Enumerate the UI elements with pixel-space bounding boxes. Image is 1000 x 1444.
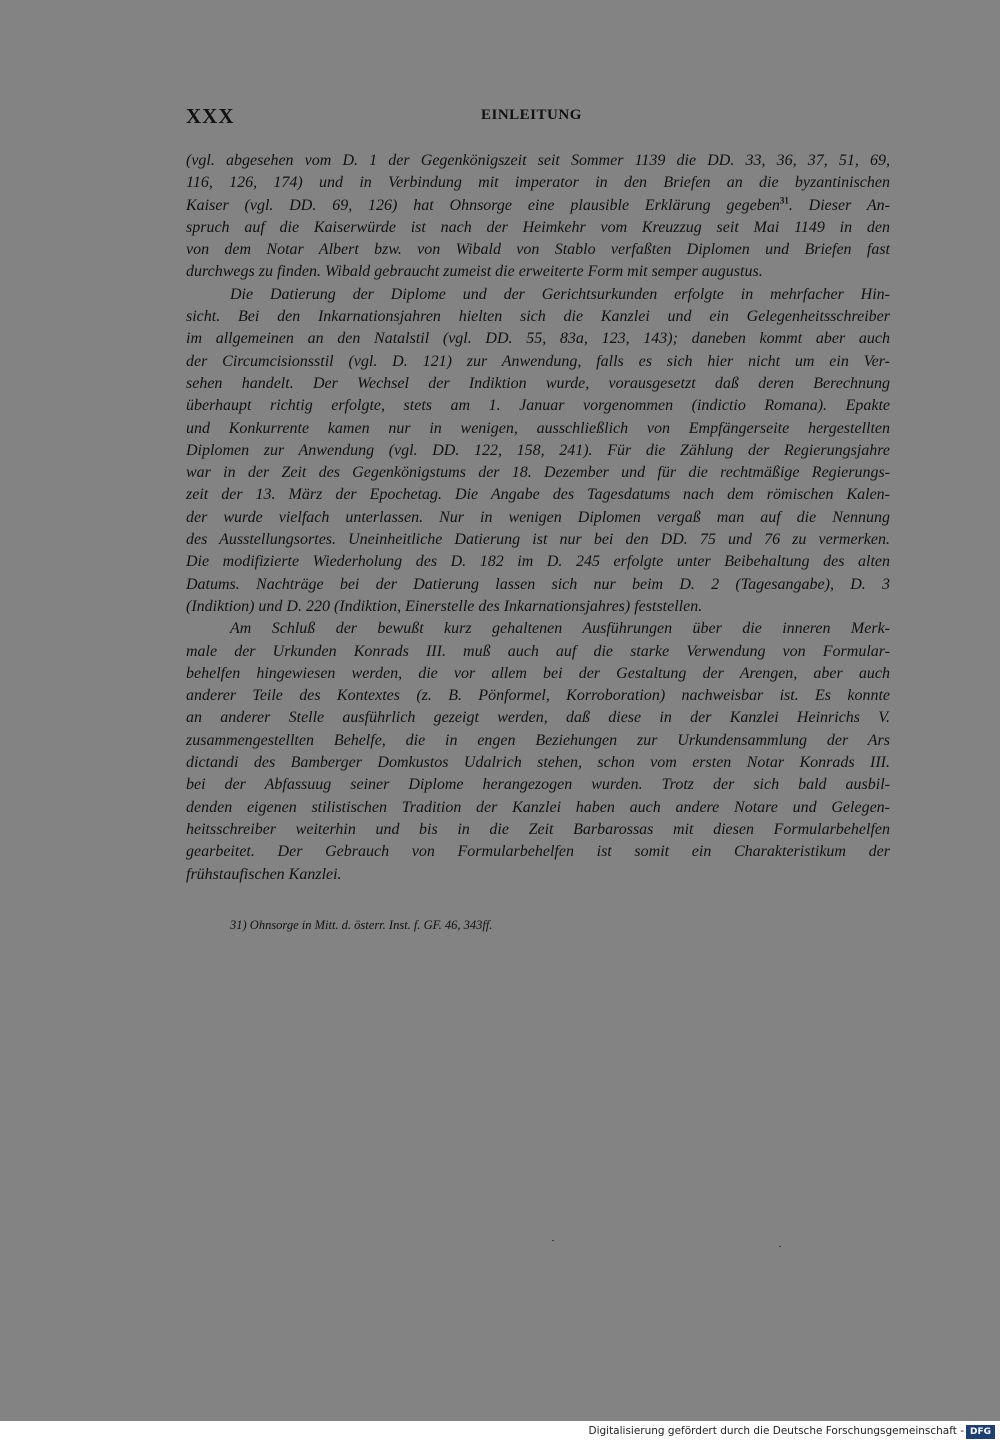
page-number: XXX xyxy=(186,104,235,128)
text-line-with-footnote-ref xyxy=(186,195,890,217)
text-line: anderer Teile des Kontextes (z. B. Pönformel, Korroboration) nachweisbar ist. Es konnte xyxy=(186,687,890,705)
text-line: des Ausstellungsortes. Uneinheitliche Datierung ist nur bei den DD. 75 und 76 zu vermerken. xyxy=(186,531,890,549)
text-line: (vgl. abgesehen vom D. 1 der Gegenkönigszeit seit Sommer 1139 die DD. 33, 36, 37, 51, 69, xyxy=(186,152,890,169)
text-line: von dem Notar Albert bzw. von Wibald von Stablo verfaßten Diplomen und Briefen fast xyxy=(186,241,890,259)
text-segment: Kaiser (vgl. DD. 69, 126) hat Ohnsorge eine plausible Erklärung gegeben xyxy=(186,196,780,214)
text-line: Die Datierung der Diplome und der Gerichtsurkunden erfolgte in mehrfacher Hin- xyxy=(230,285,890,303)
page-header xyxy=(186,104,598,134)
text-line: im allgemeinen an den Natalstil (vgl. DD. 55, 83a, 123, 143); daneben kommt aber auch xyxy=(186,330,890,348)
text-line: Die modifizierte Wiederholung des D. 182 im D. 245 erfolgte unter Beibehaltung des alten xyxy=(186,553,890,571)
text-line: und Konkurrente kamen nur in wenigen, ausschließlich von Empfängerseite hergestellten xyxy=(186,419,890,437)
text-line: sehen handelt. Der Wechsel der Indiktion wurde, vorausgesetzt daß deren Berechnung xyxy=(186,374,890,392)
text-line: Diplomen zur Anwendung (vgl. DD. 122, 158, 241). Für die Zählung der Regierungsjahre xyxy=(186,441,890,459)
text-line: denden eigenen stilistischen Tradition der Kanzlei haben auch andere Notare und Gelegen- xyxy=(186,798,890,816)
scan-speck xyxy=(552,1240,554,1241)
text-line: zeit der 13. März der Epochetag. Die Angabe des Tagesdatums nach dem römischen Kalen- xyxy=(186,486,890,504)
text-line: der wurde vielfach unterlassen. Nur in wenigen Diplomen vergaß man auf die Nennung xyxy=(186,508,890,526)
text-line: gearbeitet. Der Gebrauch von Formularbehelfen ist somit ein Charakteristikum der xyxy=(186,843,890,861)
text-segment: . Dieser An- xyxy=(788,196,890,214)
text-line: bei der Abfassuug seiner Diplome herangezogen wurden. Trotz der sich bald ausbil- xyxy=(186,776,890,794)
text-line: Am Schluß der bewußt kurz gehaltenen Ausführungen über die inneren Merk- xyxy=(230,620,890,638)
footnote: 31) Ohnsorge in Mitt. d. österr. Inst. f. GF. 46, 343ff. xyxy=(230,918,493,932)
text-line: 116, 126, 174) und in Verbindung mit imperator in den Briefen an die byzantinischen xyxy=(186,174,890,192)
text-line: dictandi des Bamberger Domkustos Udalrich stehen, schon vom ersten Notar Konrads III. xyxy=(186,754,890,772)
body-text xyxy=(186,150,890,886)
text-line: frühstaufischen Kanzlei. xyxy=(186,865,342,883)
text-line: der Circumcisionsstil (vgl. D. 121) zur Anwendung, falls es sich hier nicht um ein Ver- xyxy=(186,352,890,370)
text-line: war in der Zeit des Gegenkönigstums der 18. Dezember und für die rechtmäßige Regierungs- xyxy=(186,464,890,482)
text-line: Datums. Nachträge bei der Datierung lassen sich nur beim D. 2 (Tagesangabe), D. 3 xyxy=(186,575,890,593)
text-line: an anderer Stelle ausführlich gezeigt werden, daß diese in der Kanzlei Heinrichs V. xyxy=(186,709,890,727)
funding-credit: Digitalisierung gefördert durch die Deutsche Forschungsgemeinschaft - xyxy=(588,1425,964,1437)
text-line: spruch auf die Kaiserwürde ist nach der Heimkehr vom Kreuzzug seit Mai 1149 in den xyxy=(186,218,890,236)
text-line: zusammengestellten Behelfe, die in engen Beziehungen zur Urkundensammlung der Ars xyxy=(186,731,890,749)
text-line: heitsschreiber weiterhin und bis in die Zeit Barbarossas mit diesen Formularbehelfen xyxy=(186,820,890,838)
footnote-reference[interactable]: 31 xyxy=(779,195,789,206)
text-line: behelfen hingewiesen werden, die vor allem bei der Gestaltung der Arengen, aber auch xyxy=(186,664,890,682)
text-line: durchwegs zu finden. Wibald gebraucht zumeist die erweiterte Form mit semper augustus. xyxy=(186,263,763,281)
text-line: überhaupt richtig erfolgte, stets am 1. Januar vorgenommen (indictio Romana). Epakte xyxy=(186,397,890,415)
running-title: EINLEITUNG xyxy=(481,107,582,123)
dfg-logo[interactable]: DFG xyxy=(966,1425,995,1439)
text-line: sicht. Bei den Inkarnationsjahren hielten sich die Kanzlei und ein Gelegenheitsschreiber xyxy=(186,308,890,326)
text-line: (Indiktion) und D. 220 (Indiktion, Einerstelle des Inkarnationsjahres) feststellen. xyxy=(186,597,703,615)
footer-bar xyxy=(0,1421,1000,1444)
scan-speck xyxy=(779,1246,781,1247)
text-line: male der Urkunden Konrads III. muß auch auf die starke Verwendung von Formular- xyxy=(186,642,890,660)
